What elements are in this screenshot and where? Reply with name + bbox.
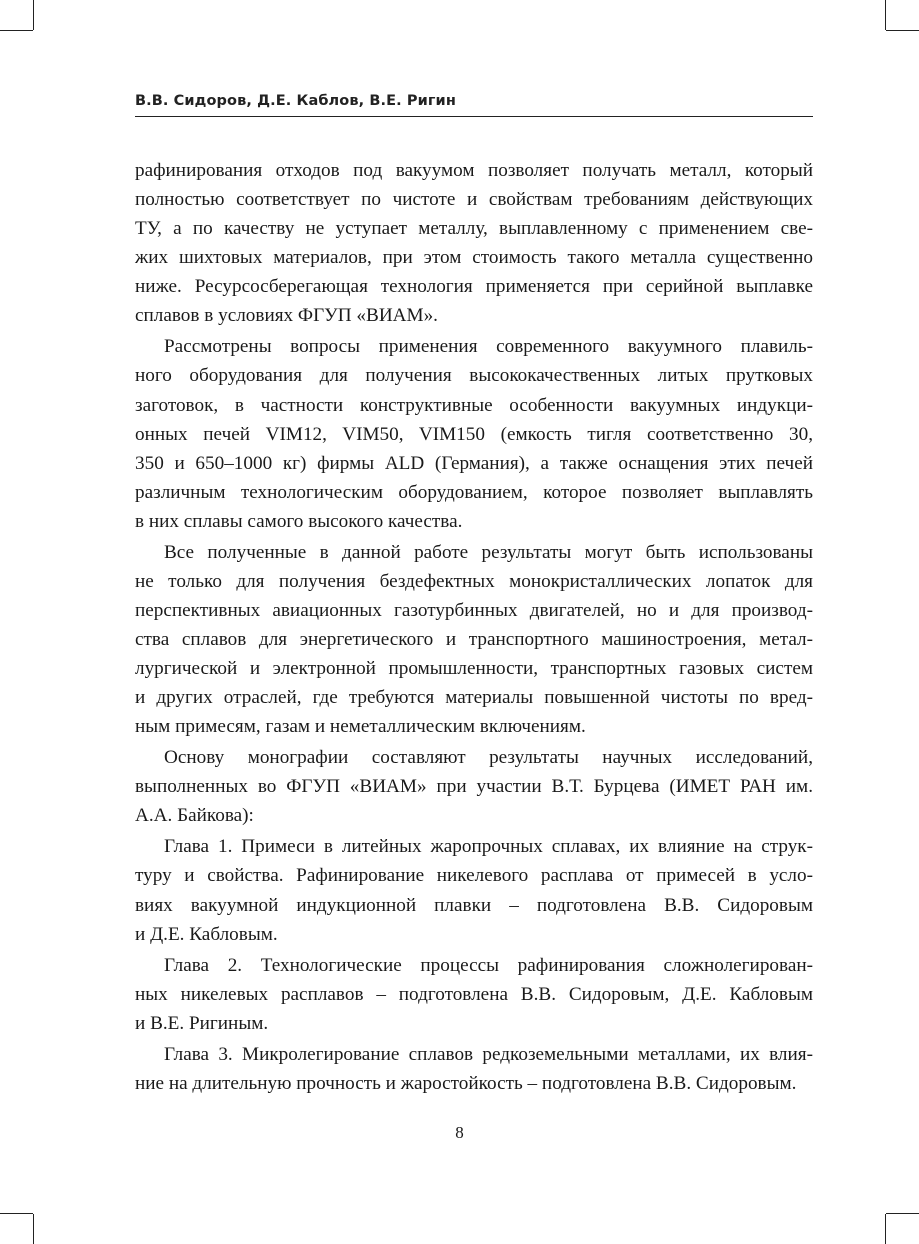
text-line: полностью соответствует по чистоте и свойствам требованиям действующих — [135, 189, 813, 211]
text-line: жих шихтовых материалов, при этом стоимость такого металла существенно — [135, 247, 813, 269]
text-line: ние на длительную прочность и жаростойкость – подготовлена В.В. Сидоровым. — [135, 1072, 797, 1094]
text-line: ных никелевых расплавов – подготовлена В.В. Сидоровым, Д.Е. Кабловым — [135, 983, 813, 1005]
crop-mark — [885, 0, 886, 30]
crop-mark — [886, 30, 919, 31]
text-line: 350 и 650–1000 кг) фирмы ALD (Германия), а также оснащения этих печей — [135, 452, 813, 474]
paragraph — [135, 743, 813, 830]
text-line: ниже. Ресурсосберегающая технология применяется при серийной выплавке — [135, 276, 813, 298]
crop-mark — [33, 1214, 34, 1244]
crop-mark — [885, 1214, 886, 1244]
text-line: лургической и электронной промышленности, транспортных газовых систем — [135, 658, 813, 680]
text-line: Глава 2. Технологические процессы рафинирования сложнолегирован- — [164, 954, 813, 976]
text-line: не только для получения бездефектных монокристаллических лопаток для — [135, 570, 813, 592]
text-line: заготовок, в частности конструктивные особенности вакуумных индукци- — [135, 394, 813, 416]
text-line: и других отраслей, где требуются материалы повышенной чистоты по вред- — [135, 687, 813, 709]
text-line: А.А. Байкова): — [135, 805, 254, 827]
text-line: туру и свойства. Рафинирование никелевого расплава от примесей в усло- — [135, 865, 813, 887]
running-header-authors: В.В. Сидоров, Д.Е. Каблов, В.Е. Ригин — [135, 93, 456, 109]
text-line: Рассмотрены вопросы применения современного вакуумного плавиль- — [164, 336, 813, 358]
text-line: Глава 3. Микролегирование сплавов редкоземельными металлами, их влия- — [164, 1043, 813, 1065]
paragraph — [135, 156, 813, 331]
text-line: сплавов в условиях ФГУП «ВИАМ». — [135, 305, 438, 327]
text-line: рафинирования отходов под вакуумом позволяет получать металл, который — [135, 160, 813, 181]
crop-mark — [886, 1213, 919, 1214]
text-line: виях вакуумной индукционной плавки – подготовлена В.В. Сидоровым — [135, 894, 813, 916]
paragraph — [135, 1040, 813, 1098]
text-line: ным примесям, газам и неметаллическим включениям. — [135, 716, 586, 738]
text-line: Все полученные в данной работе результаты могут быть использованы — [164, 541, 813, 563]
crop-mark — [0, 30, 33, 31]
text-line: Глава 1. Примеси в литейных жаропрочных сплавах, их влияние на струк- — [164, 836, 813, 858]
text-line: ного оборудования для получения высококачественных литых прутковых — [135, 365, 813, 387]
crop-mark — [33, 0, 34, 30]
paragraph — [135, 832, 813, 948]
paragraph — [135, 332, 813, 536]
text-line: и Д.Е. Кабловым. — [135, 923, 278, 945]
text-line: ТУ, а по качеству не уступает металлу, выплавленному с применением све- — [135, 218, 813, 240]
header-rule — [135, 116, 813, 117]
text-line: в них сплавы самого высокого качества. — [135, 510, 463, 532]
text-line: Основу монографии составляют результаты научных исследований, — [164, 747, 813, 769]
paragraph — [135, 951, 813, 1038]
paragraph — [135, 538, 813, 742]
text-line: и В.Е. Ригиным. — [135, 1012, 269, 1034]
page-number: 8 — [455, 1123, 464, 1142]
body-text — [135, 156, 813, 1100]
text-line: различным технологическим оборудованием, которое позволяет выплавлять — [135, 481, 813, 503]
text-line: выполненных во ФГУП «ВИАМ» при участии В.Т. Бурцева (ИМЕТ РАН им. — [135, 776, 813, 798]
text-line: перспективных авиационных газотурбинных двигателей, но и для производ- — [135, 600, 813, 621]
text-line: ства сплавов для энергетического и транспортного машиностроения, метал- — [135, 629, 813, 651]
crop-mark — [0, 1213, 33, 1214]
text-line: онных печей VIM12, VIM50, VIM150 (емкость тигля соответственно 30, — [135, 423, 813, 445]
